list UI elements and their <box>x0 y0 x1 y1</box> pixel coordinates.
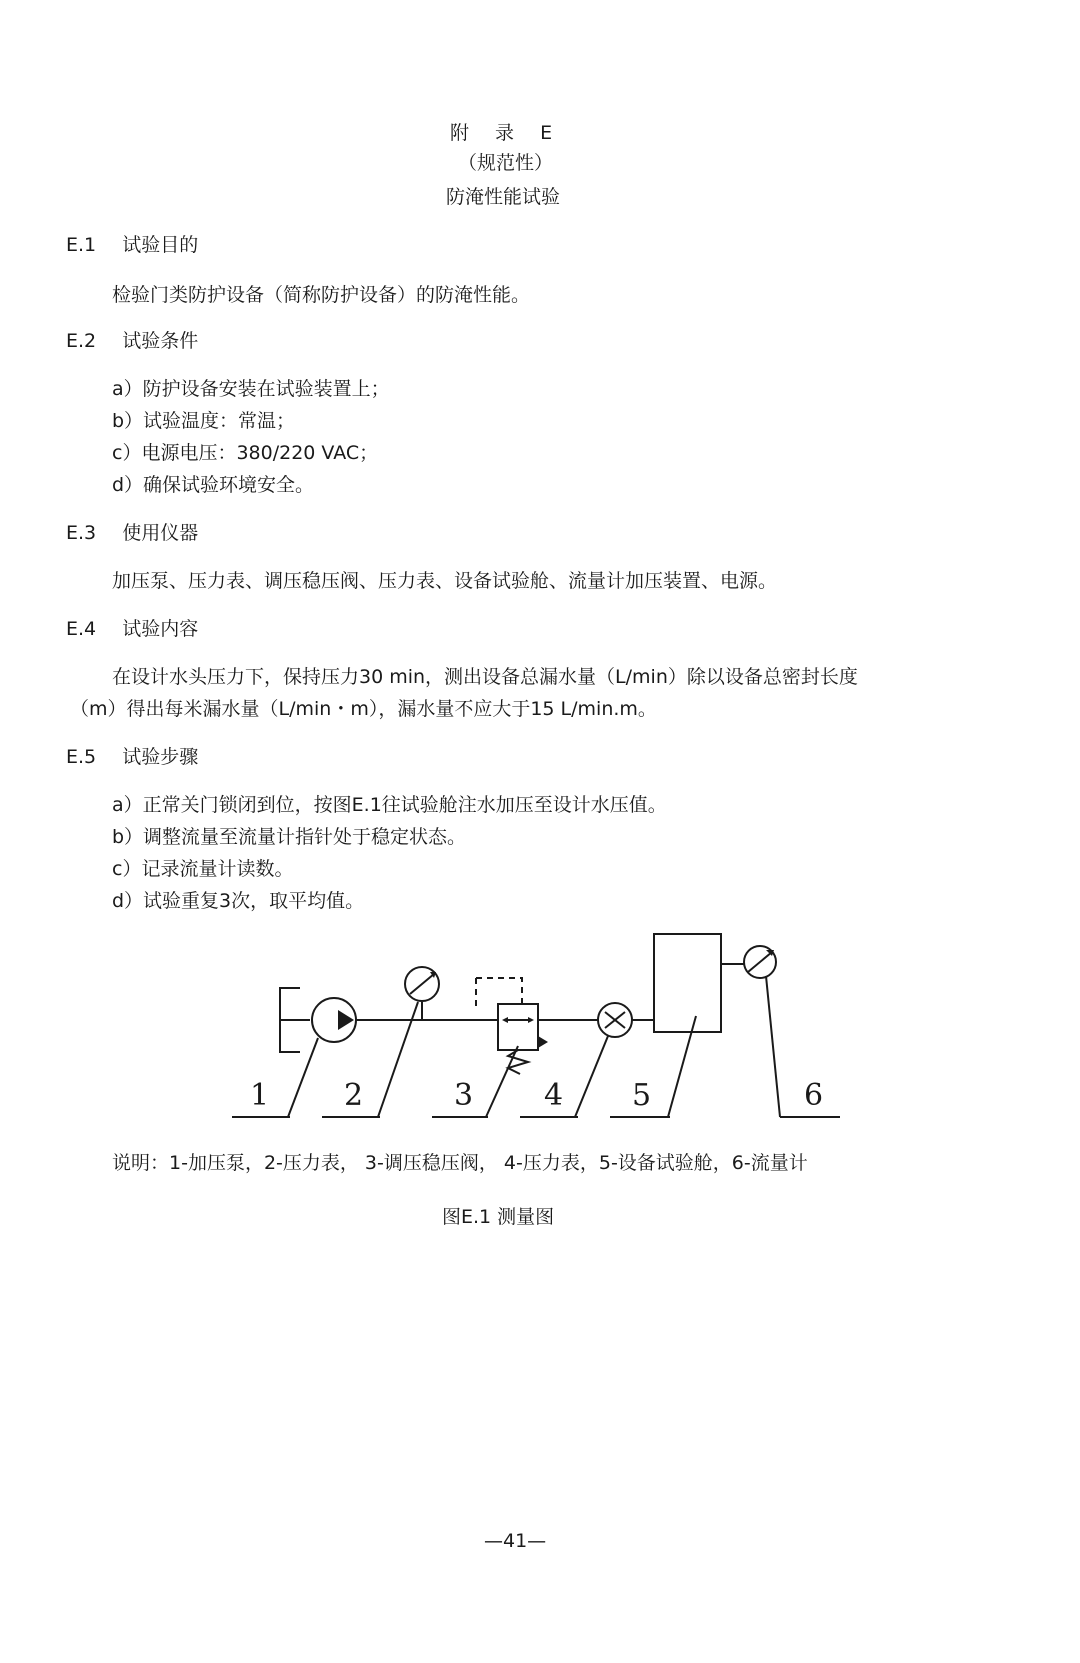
diagram-label: 3 <box>454 1078 474 1113</box>
pump-arrow <box>338 1010 354 1030</box>
section-number: E.5 <box>66 746 97 768</box>
section-heading-e1 <box>66 230 198 257</box>
list-item: d）试验重复3次，取平均值。 <box>112 890 365 912</box>
appendix-title: 防淹性能试验 <box>446 186 561 208</box>
section-heading-e5 <box>66 742 198 769</box>
section-title: 试验步骤 <box>122 746 199 768</box>
section-heading-e4 <box>66 614 198 641</box>
page-number: —41— <box>484 1530 547 1552</box>
paragraph: 加压泵、压力表、调压稳压阀、压力表、设备试验舱、流量计加压装置、电源。 <box>112 570 778 592</box>
list-item: b）试验温度：常温； <box>112 410 296 432</box>
section-number: E.3 <box>66 522 97 544</box>
figure-caption: 图E.1 测量图 <box>442 1206 555 1228</box>
section-number: E.4 <box>66 618 97 640</box>
section-title: 试验条件 <box>122 330 199 352</box>
section-heading-e3 <box>66 518 198 545</box>
section-number: E.2 <box>66 330 97 352</box>
section-title: 试验内容 <box>122 618 199 640</box>
paragraph-line: （m）得出每米漏水量（L/min・m），漏水量不应大于15 L/min.m。 <box>70 698 657 720</box>
section-title: 试验目的 <box>122 234 199 256</box>
paragraph: 检验门类防护设备（简称防护设备）的防淹性能。 <box>112 284 531 306</box>
diagram-label: 4 <box>544 1078 564 1113</box>
diagram-label: 5 <box>632 1078 652 1113</box>
diagram-label: 1 <box>250 1078 270 1113</box>
test-chamber-symbol <box>654 934 721 1032</box>
measurement-diagram <box>0 920 1080 1140</box>
paragraph-line: 在设计水头压力下，保持压力30 min，测出设备总漏水量（L/min）除以设备总密封长度 <box>112 666 858 688</box>
regulating-valve-symbol <box>498 1004 538 1050</box>
diagram-label: 6 <box>804 1078 824 1113</box>
list-item: c）电源电压：380/220 VAC； <box>112 442 379 464</box>
list-item: d）确保试验环境安全。 <box>112 474 315 496</box>
appendix-heading: 附 录 E <box>450 122 563 144</box>
section-heading-e2 <box>66 326 198 353</box>
list-item: b）调整流量至流量计指针处于稳定状态。 <box>112 826 467 848</box>
list-item: c）记录流量计读数。 <box>112 858 294 880</box>
list-item: a）正常关门锁闭到位，按图E.1往试验舱注水加压至设计水压值。 <box>112 794 667 816</box>
list-item: a）防护设备安装在试验装置上； <box>112 378 390 400</box>
figure-legend: 说明：1-加压泵，2-压力表， 3-调压稳压阀， 4-压力表，5-设备试验舱，6-流量计 <box>112 1152 808 1174</box>
normative-label: （规范性） <box>458 152 554 174</box>
diagram-label: 2 <box>344 1078 364 1113</box>
section-title: 使用仪器 <box>122 522 199 544</box>
section-number: E.1 <box>66 234 97 256</box>
